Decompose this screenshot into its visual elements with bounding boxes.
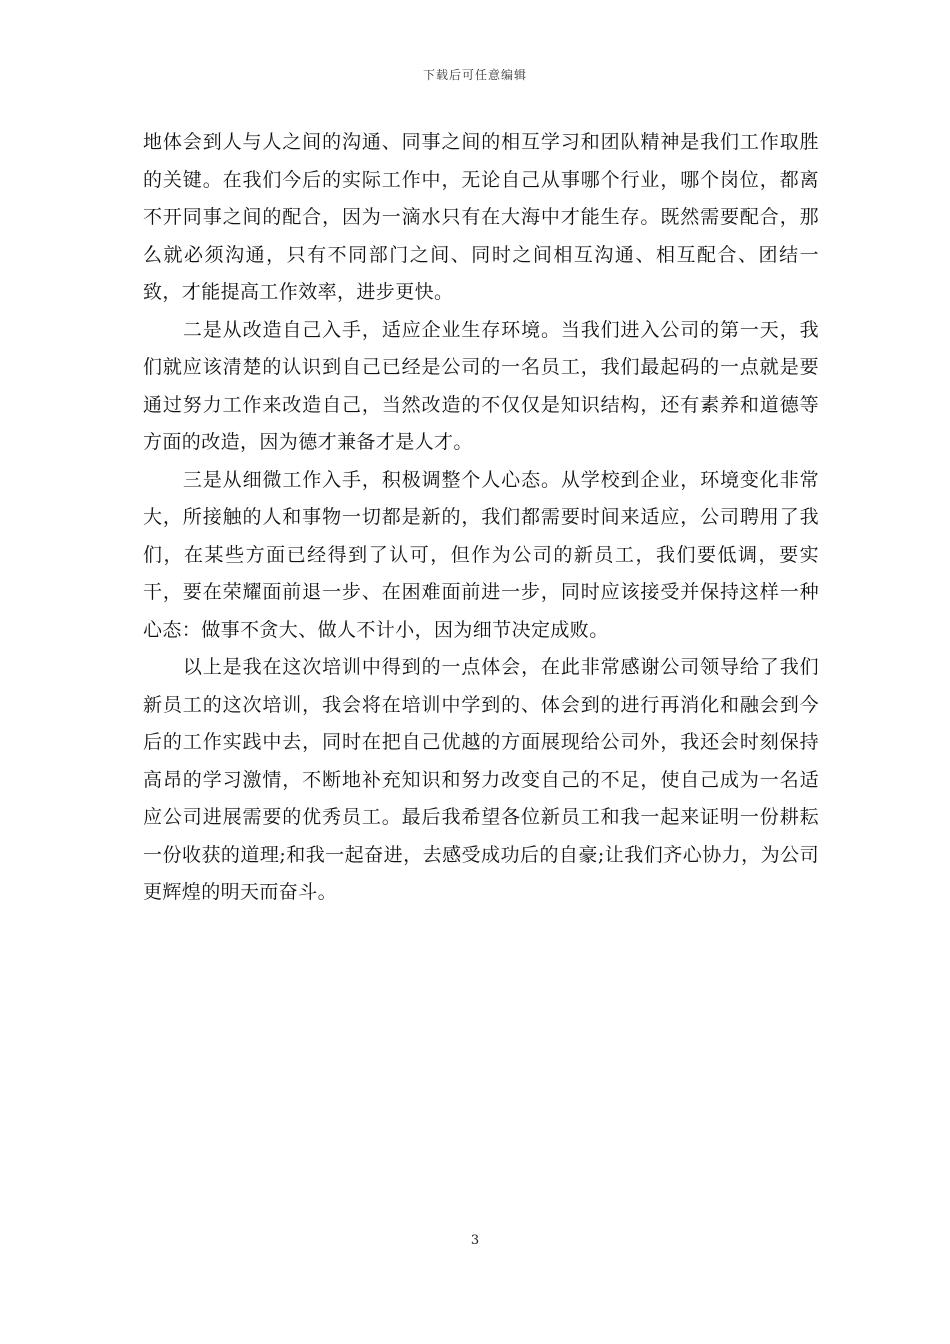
paragraph-conclusion: 以上是我在这次培训中得到的一点体会，在此非常感谢公司领导给了我们新员工的这次培训，我会将在培训中学到的、体会到的进行再消化和融会到今后的工作实践中去，同时在把自己优越的方面展现给公司外，我还会时刻保持高昂的学习激情，不断地补充知识和努力改变自己的不足，使自己成为一名适应公司进展需要的优秀员工。最后我希望各位新员工和我一起来证明一份耕耘一份收获的道理;和我一起奋进，去感受成功后的自豪;让我们齐心协力，为公司更辉煌的明天而奋斗。 (143, 656, 819, 903)
body-text (143, 124, 819, 912)
paragraph-point-three: 三是从细微工作入手，积极调整个人心态。从学校到企业，环境变化非常大，所接触的人和事物一切都是新的，我们都需要时间来适应，公司聘用了我们，在某些方面已经得到了认可，但作为公司的新员工，我们要低调，要实干，要在荣耀面前退一步、在困难面前进一步，同时应该接受并保持这样一种心态：做事不贪大、做人不计小，因为细节决定成败。 (143, 468, 819, 641)
paragraph-continued: 地体会到人与人之间的沟通、同事之间的相互学习和团队精神是我们工作取胜的关键。在我们今后的实际工作中，无论自己从事哪个行业，哪个岗位，都离不开同事之间的配合，因为一滴水只有在大海中才能生存。既然需要配合，那么就必须沟通，只有不同部门之间、同时之间相互沟通、相互配合、团结一致，才能提高工作效率，进步更快。 (143, 131, 819, 303)
page-number: 3 (470, 1233, 480, 1248)
page-header: 下载后可任意编辑 (422, 68, 527, 82)
paragraph-point-two: 二是从改造自己入手，适应企业生存环境。当我们进入公司的第一天，我们就应该清楚的认识到自己已经是公司的一名员工，我们最起码的一点就是要通过努力工作来改造自己，当然改造的不仅仅是知识结构，还有素养和道德等方面的改造，因为德才兼备才是人才。 (143, 318, 819, 453)
